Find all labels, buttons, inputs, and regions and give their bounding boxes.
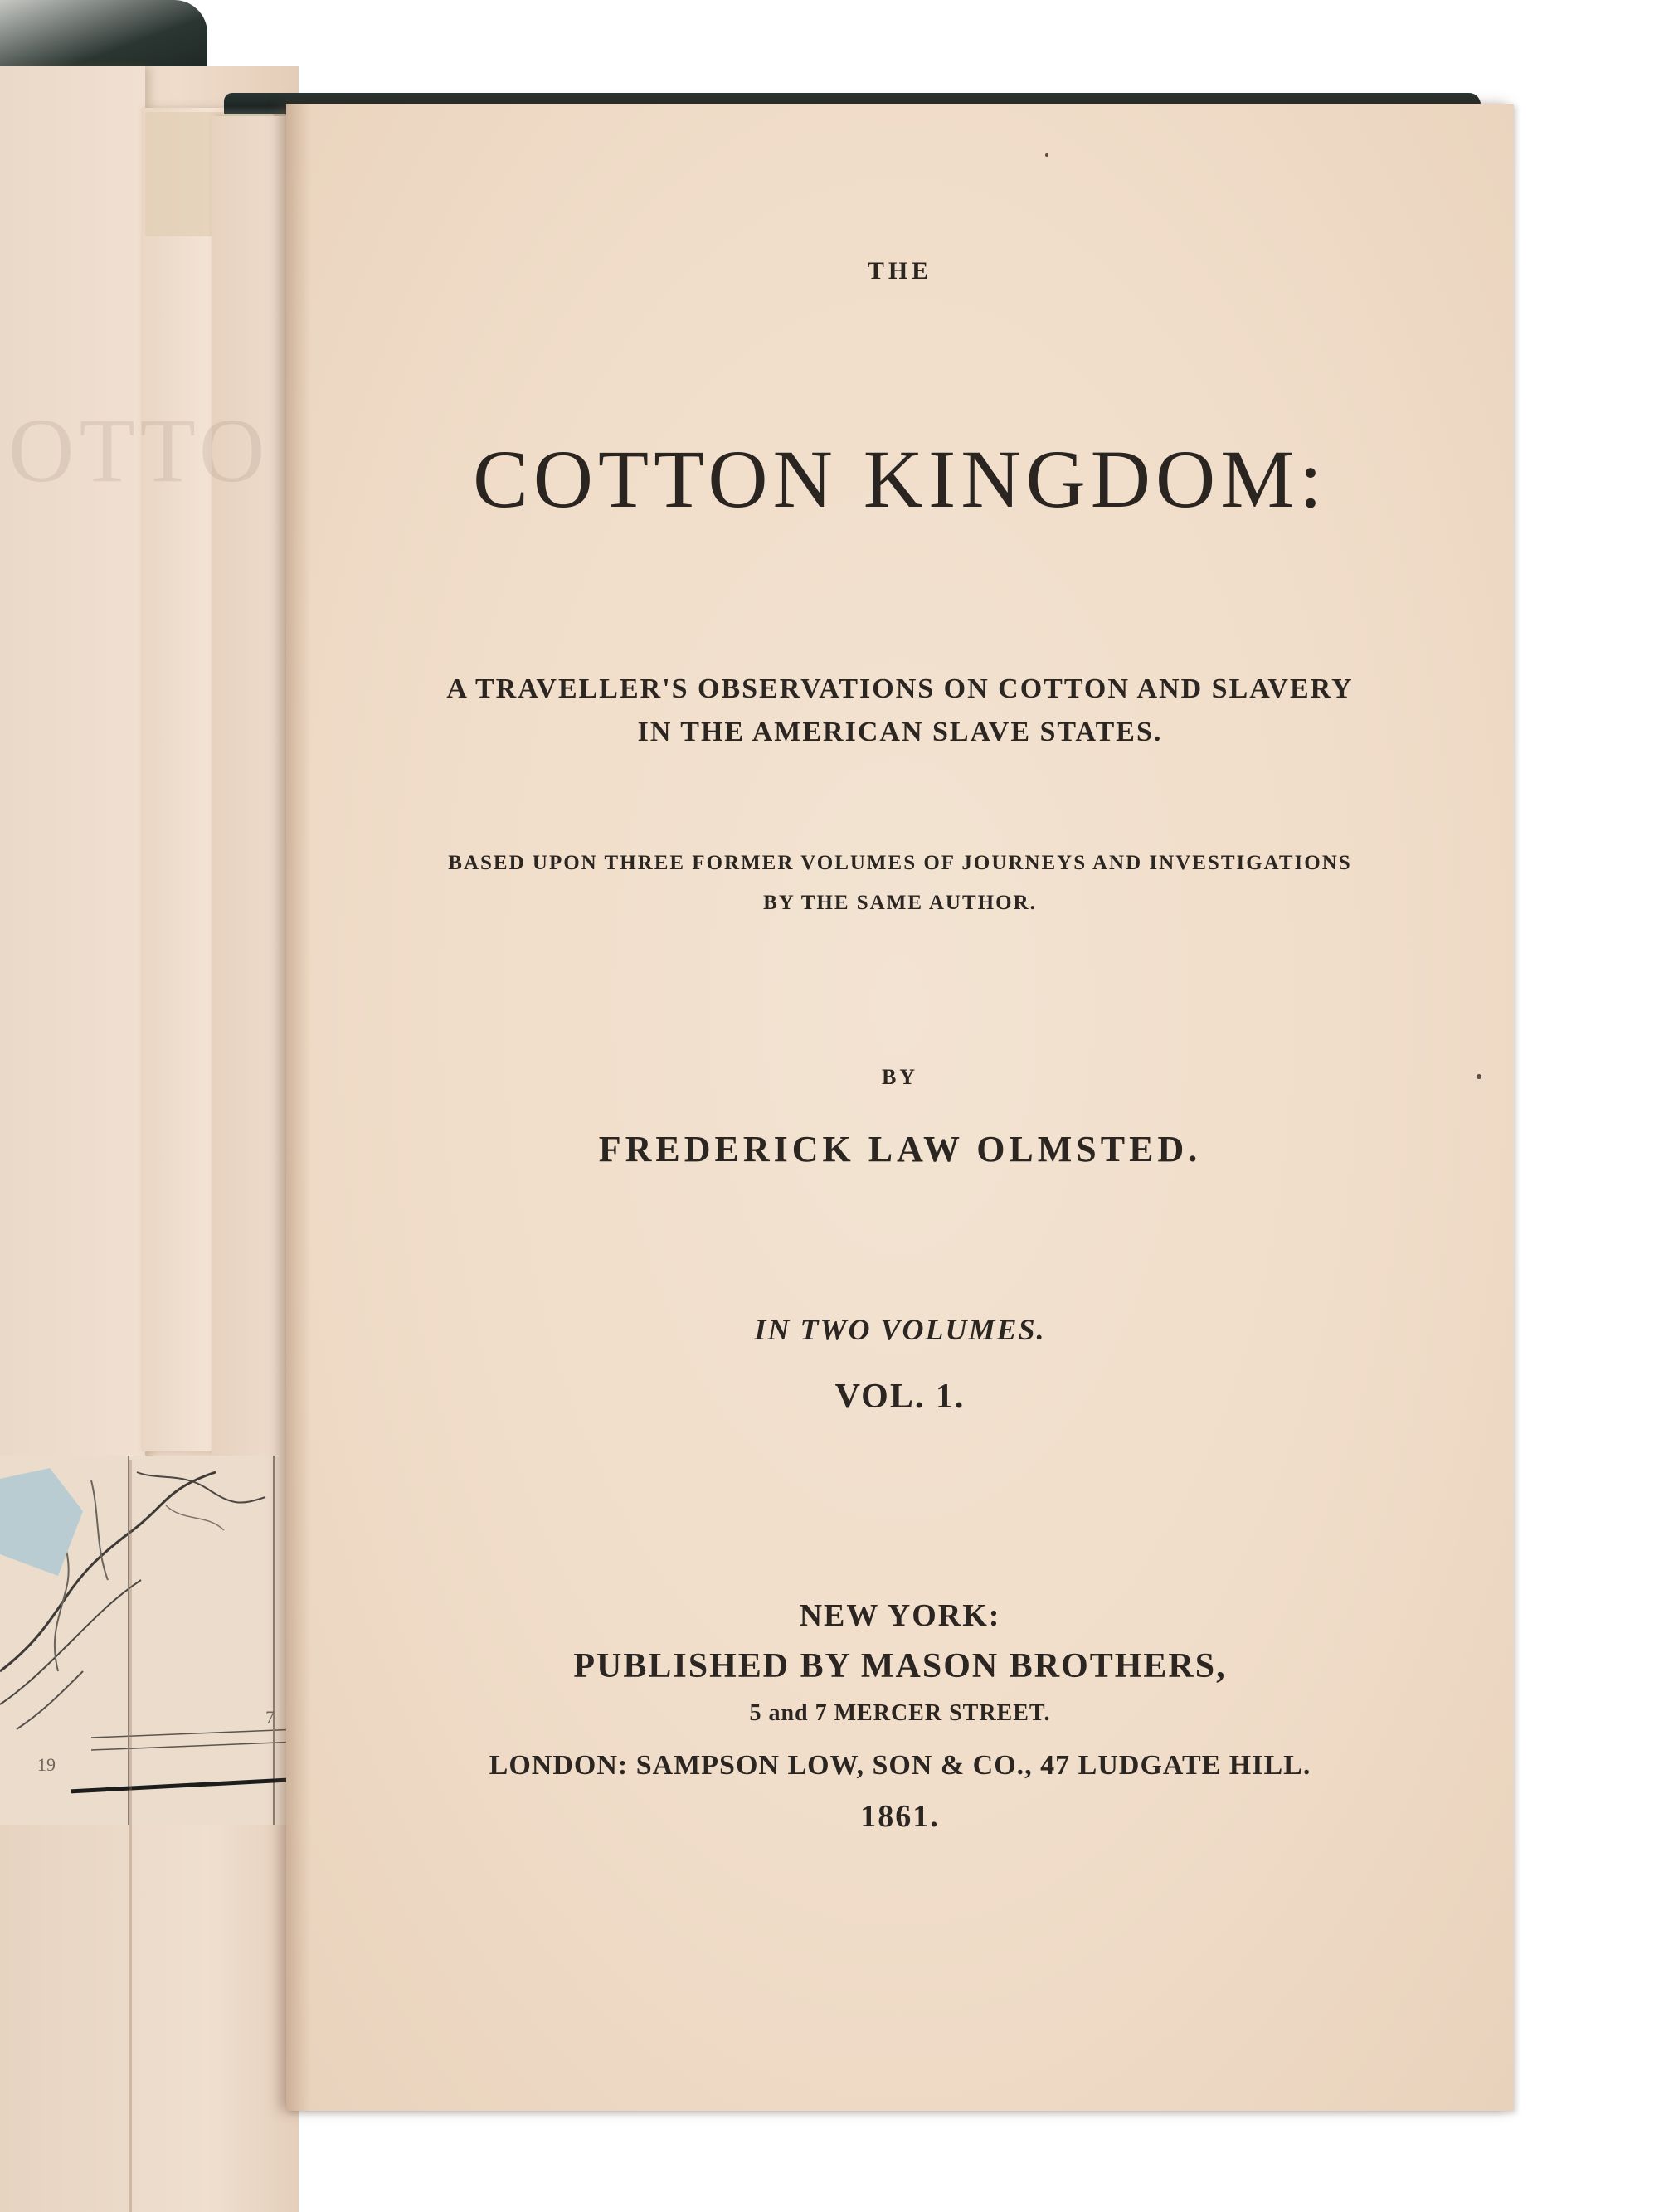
page-edge-line [129, 1460, 132, 2212]
paper-speck [1477, 1074, 1481, 1079]
paper-speck [1045, 153, 1048, 157]
map-number-7: 7 [265, 1707, 275, 1728]
folded-map-leaf [0, 66, 145, 1468]
by-line: BY [881, 1065, 919, 1089]
imprint-year: 1861. [860, 1799, 940, 1834]
lower-page-edges [0, 1825, 299, 2212]
subtitle-line-1: A TRAVELLER'S OBSERVATIONS ON COTTON AND SLAVERY [446, 673, 1354, 704]
volume-number: VOL. 1. [834, 1378, 966, 1416]
imprint-london: LONDON: SAMPSON LOW, SON & CO., 47 LUDGATE HILL. [489, 1750, 1311, 1781]
subtitle-line-2: IN THE AMERICAN SLAVE STATES. [637, 717, 1163, 747]
book-title: COTTON KINGDOM: [473, 433, 1327, 525]
title-article: THE [867, 257, 933, 284]
imprint-publisher: PUBLISHED BY MASON BROTHERS, [573, 1647, 1227, 1685]
show-through-text: OTTO [8, 400, 270, 501]
author-name: FREDERICK LAW OLMSTED. [598, 1129, 1202, 1169]
based-on-line-2: BY THE SAME AUTHOR. [763, 892, 1037, 914]
map-number-19: 19 [37, 1754, 56, 1775]
based-on-line-1: BASED UPON THREE FORMER VOLUMES OF JOURNEYS AND INVESTIGATIONS [448, 852, 1352, 874]
volumes-note: IN TWO VOLUMES. [754, 1313, 1046, 1346]
imprint-address: 5 and 7 MERCER STREET. [749, 1700, 1051, 1726]
imprint-city: NEW YORK: [799, 1598, 1001, 1633]
